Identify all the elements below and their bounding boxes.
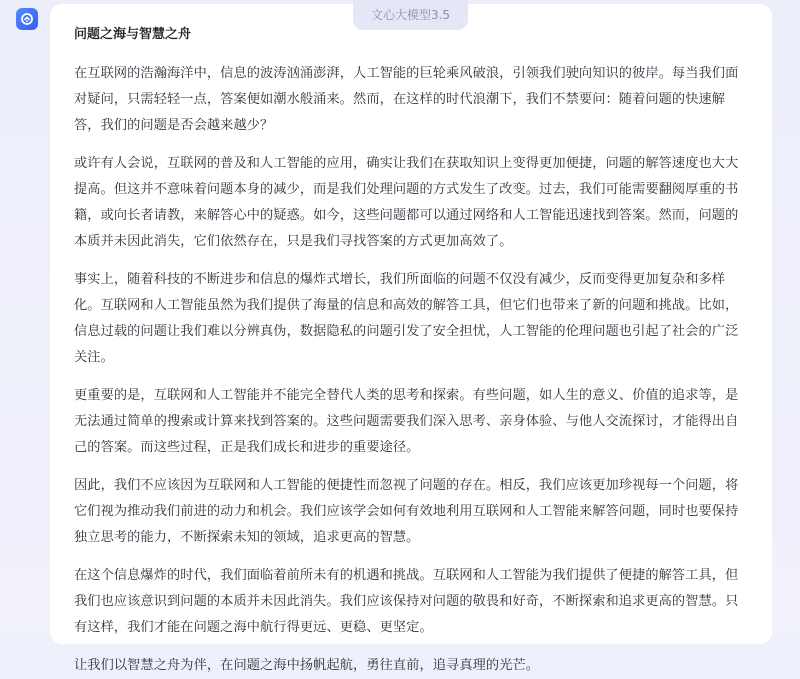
response-title: 问题之海与智慧之舟 (74, 27, 192, 42)
response-paragraph: 在互联网的浩瀚海洋中，信息的波涛汹涌澎湃，人工智能的巨轮乘风破浪，引领我们驶向知识的彼岸。每当我们面对疑问，只需轻轻一点，答案便如潮水般涌来。然而，在这样的时代浪潮下，我们不禁要问：随着问题的快速解答，我们的问题是否会越来越少？ (74, 66, 739, 133)
response-paragraph: 更重要的是，互联网和人工智能并不能完全替代人类的思考和探索。有些问题，如人生的意义、价值的追求等，是无法通过简单的搜索或计算来找到答案的。这些问题需要我们深入思考、亲身体验、与他人交流探讨，才能得出自己的答案。而这些过程，正是我们成长和进步的重要途径。 (74, 388, 739, 455)
ernie-bot-logo-icon (16, 8, 38, 30)
response-paragraph: 因此，我们不应该因为互联网和人工智能的便捷性而忽视了问题的存在。相反，我们应该更加珍视每一个问题，将它们视为推动我们前进的动力和机会。我们应该学会如何有效地利用互联网和人工智能来解答问题，同时也要保持独立思考的能力，不断探索未知的领域，追求更高的智慧。 (74, 478, 739, 545)
response-card (50, 4, 772, 673)
model-name-tag[interactable]: 文心大模型3.5 (353, 0, 468, 30)
response-paragraph: 事实上，随着科技的不断进步和信息的爆炸式增长，我们所面临的问题不仅没有减少，反而变得更加复杂和多样化。互联网和人工智能虽然为我们提供了海量的信息和高效的解答工具，但它们也带来了新的问题和挑战。比如，信息过载的问题让我们难以分辨真伪，数据隐私的问题引发了安全担忧，人工智能的伦理问题也引起了社会的广泛关注。 (74, 272, 739, 365)
response-paragraph: 让我们以智慧之舟为伴，在问题之海中扬帆起航，勇往直前，追寻真理的光芒。 (74, 658, 540, 673)
logo-glyph-icon (20, 12, 34, 26)
response-paragraph: 在这个信息爆炸的时代，我们面临着前所未有的机遇和挑战。互联网和人工智能为我们提供了便捷的解答工具，但我们也应该意识到问题的本质并未因此消失。我们应该保持对问题的敬畏和好奇，不断探索和追求更高的智慧。只有这样，我们才能在问题之海中航行得更远、更稳、更坚定。 (74, 568, 739, 635)
response-paragraph: 或许有人会说，互联网的普及和人工智能的应用，确实让我们在获取知识上变得更加便捷，问题的解答速度也大大提高。但这并不意味着问题本身的减少，而是我们处理问题的方式发生了改变。过去，我们可能需要翻阅厚重的书籍，或向长者请教，来解答心中的疑惑。如今，这些问题都可以通过网络和人工智能迅速找到答案。然而，问题的本质并未因此消失，它们依然存在，只是我们寻找答案的方式更加高效了。 (74, 156, 739, 249)
